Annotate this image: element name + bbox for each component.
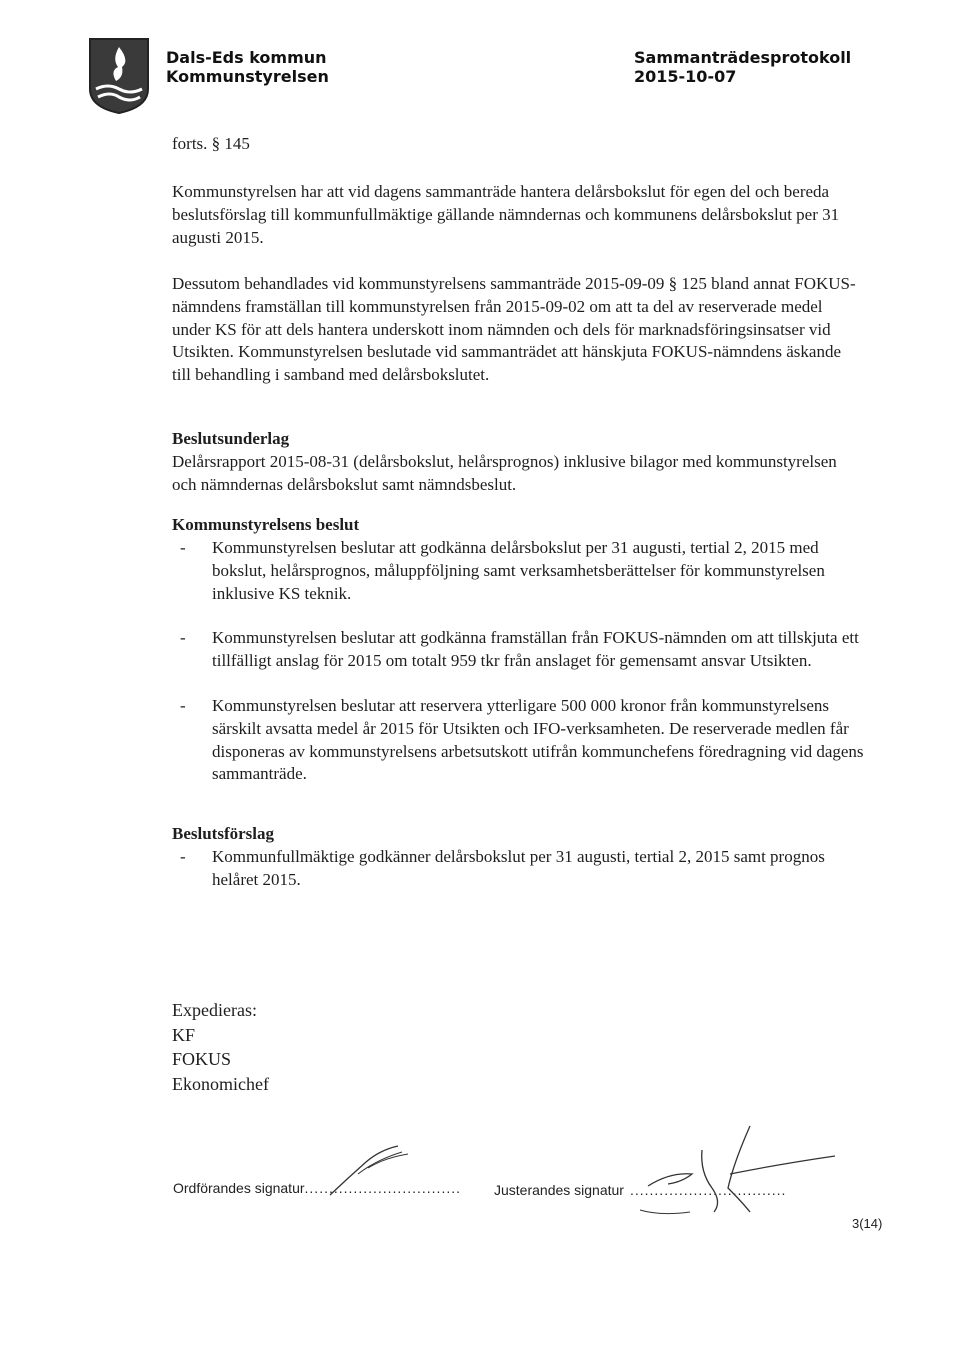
recipient-item: Ekonomichef [172, 1073, 269, 1094]
list-item-text: Kommunstyrelsen beslutar att godkänna delårsbokslut per 31 augusti, tertial 2, 2015 med bokslut, helårsprognos, måluppföljning samt verksamhetsberättelser för kommunstyrelsen inklusive KS teknik. [212, 538, 825, 603]
dash-marker: - [180, 847, 186, 866]
recipient-item: KF [172, 1024, 196, 1045]
list-item [180, 537, 870, 605]
header-right [634, 48, 851, 86]
municipal-coat-of-arms-logo [88, 37, 150, 115]
paragraph-background [172, 273, 862, 387]
org-name: Dals-Eds kommun [166, 48, 327, 67]
page-number: 3(14) [852, 1216, 883, 1231]
list-item-text: Kommunstyrelsen beslutar att reservera ytterligare 500 000 kronor från kommunstyrelsens särskilt avsatta medel år 2015 för Utsikten och IFO-verksamheten. De reserverade medlen får disponeras av kommunstyrelsens arbetsutskott utifrån kommunchefens föredragning vid dagens sammanträde. [212, 695, 864, 784]
ks-beslut-heading: Kommunstyrelsens beslut [172, 515, 360, 534]
document-type: Sammanträdesprotokoll [634, 48, 852, 67]
ks-beslut-list [180, 537, 870, 808]
dash-marker: - [180, 538, 186, 557]
expedieras-heading: Expedieras: [172, 1000, 257, 1020]
adjuster-signature-dots: ................................ [629, 1182, 787, 1198]
paragraph-intro [172, 181, 862, 249]
list-item-text: Kommunfullmäktige godkänner delårsbokslut per 31 augusti, tertial 2, 2015 samt prognos helåret 2015. [212, 847, 825, 889]
beslutsforslag-heading: Beslutsförslag [172, 824, 274, 843]
ks-beslut-heading-block [172, 514, 862, 537]
expedieras-block [172, 998, 862, 1096]
continuation-label [172, 133, 862, 156]
header-left [166, 48, 329, 86]
beslutsforslag-heading-block [172, 823, 862, 846]
adjuster-signature-label: Justerandes signatur [494, 1182, 624, 1198]
dash-marker: - [180, 628, 186, 648]
paragraph-background-text: Dessutom behandlades vid kommunstyrelsens sammanträde 2015-09-09 § 125 bland annat FOKUS-nämndens framställan till kommunstyrelsen från 2015-09-02 om att ta del av reserverade medel under KS för att dels hantera underskott inom nämnden och dels för marknadsföringsinsatser vid Utsikten. Kommunstyrelsen beslutade vid sammanträdet att hänskjuta FOKUS-nämndens äskande till behandling i samband med delårsbokslutet. [172, 274, 856, 385]
beslutsunderlag-text: Delårsrapport 2015-08-31 (delårsbokslut, helårsprognos) inklusive bilagor med kommunstyrelsen och nämndernas delårsbokslut samt nämndsbeslut. [172, 451, 837, 494]
paragraph-intro-text: Kommunstyrelsen har att vid dagens sammanträde hantera delårsbokslut för egen del och bereda beslutsförslag till kommunfullmäktige gällande nämndernas och kommunens delårsbokslut per 31 augusti 2015. [172, 182, 840, 247]
unit-name: Kommunstyrelsen [166, 67, 329, 86]
adjuster-handwritten-signature [630, 1122, 840, 1218]
list-item-text: Kommunstyrelsen beslutar att godkänna framställan från FOKUS-nämnden om att tillskjuta ett tillfälligt anslag för 2015 om totalt 959 tkr från anslaget för gemensamt ansvar Utsikten. [212, 628, 859, 671]
document-date: 2015-10-07 [634, 67, 737, 86]
chair-signature-dots: ................................ [304, 1180, 461, 1196]
recipient-item: FOKUS [172, 1049, 232, 1069]
list-item [180, 695, 870, 786]
continuation-text: forts. § 145 [172, 134, 250, 153]
section-beslutsunderlag [172, 428, 862, 496]
beslutsforslag-list [180, 846, 870, 914]
chair-signature-label: Ordförandes signatur [173, 1180, 305, 1196]
list-item [180, 846, 870, 892]
chair-handwritten-signature [318, 1140, 428, 1200]
dash-marker: - [180, 695, 186, 715]
beslutsunderlag-heading: Beslutsunderlag [172, 429, 290, 448]
list-item [180, 627, 870, 673]
